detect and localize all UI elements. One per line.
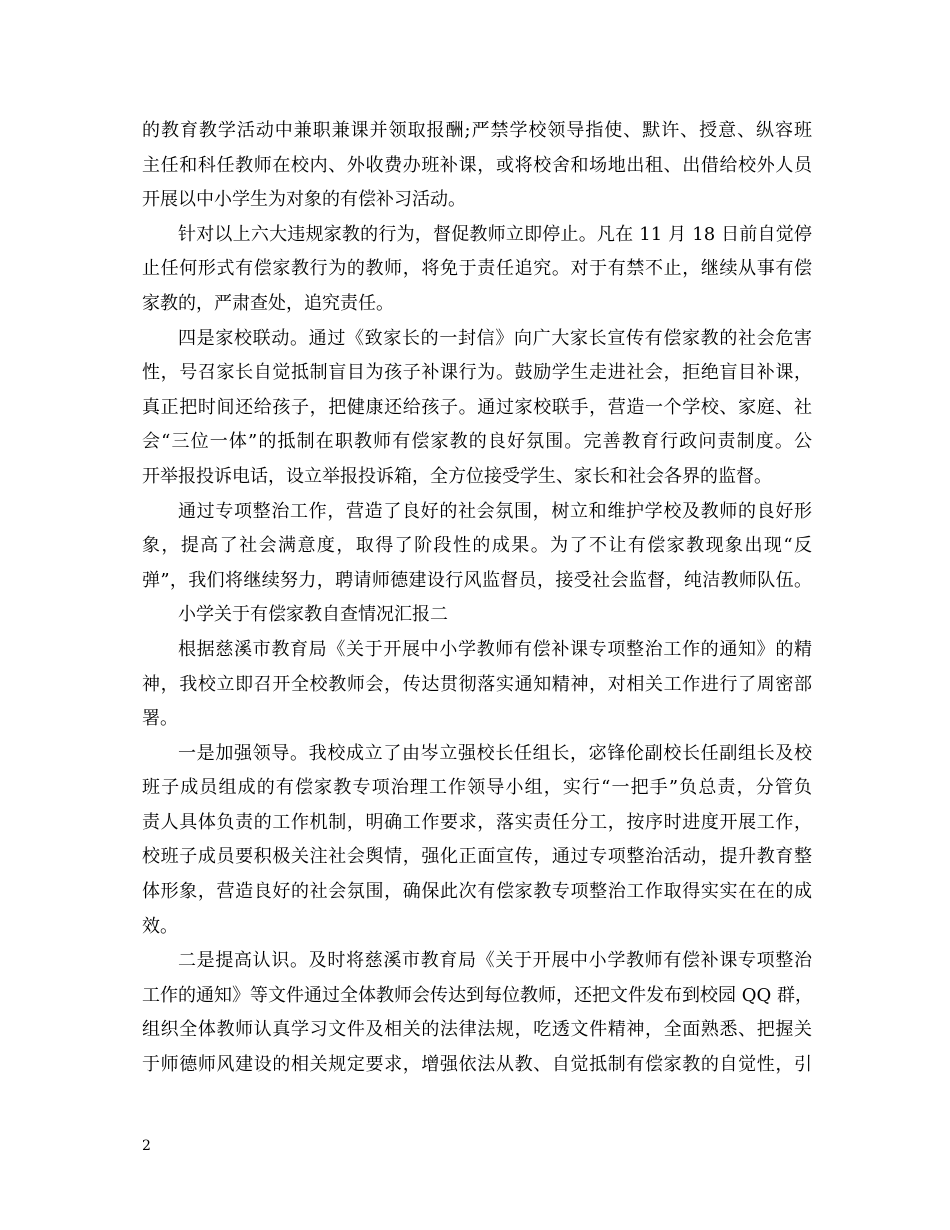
page-number: 2 — [142, 1138, 151, 1154]
text-line: 体形象，营造良好的社会氛围，确保此次有偿家教专项整治工作取得实实在在的成 — [142, 881, 812, 903]
text-line: 于师德师风建设的相关规定要求，增强依法从教、自觉抵制有偿家教的自觉性，引 — [142, 1054, 812, 1076]
text-line: 组织全体教师认真学习文件及相关的法律法规，吃透文件精神，全面熟悉、把握关 — [142, 1019, 812, 1041]
text-line: 工作的通知》等文件通过全体教师会传达到每位教师，还把文件发布到校园 QQ 群， — [142, 984, 813, 1006]
text-line: 通过专项整治工作，营造了良好的社会氛围，树立和维护学校及教师的良好形 — [178, 500, 812, 522]
document-body — [142, 114, 812, 1083]
text-line: 会“三位一体”的抵制在职教师有偿家教的良好氛围。完善教育行政问责制度。公 — [142, 431, 812, 453]
text-line: 家教的，严肃查处，追究责任。 — [142, 292, 394, 314]
text-line: 开举报投诉电话，设立举报投诉箱，全方位接受学生、家长和社会各界的监督。 — [142, 465, 772, 487]
text-line: 的教育教学活动中兼职兼课并领取报酬;严禁学校领导指使、默许、授意、纵容班 — [142, 120, 812, 141]
text-line: 针对以上六大违规家教的行为，督促教师立即停止。凡在 11 月 18 日前自觉停 — [178, 223, 812, 245]
text-line: 校班子成员要积极关注社会舆情，强化正面宣传，通过专项整治活动，提升教育整 — [142, 846, 812, 868]
text-line: 止任何形式有偿家教行为的教师，将免于责任追究。对于有禁不止，继续从事有偿 — [142, 258, 812, 280]
text-line: 根据慈溪市教育局《关于开展中小学教师有偿补课专项整治工作的通知》的精 — [178, 638, 812, 660]
text-line: 弹”，我们将继续努力，聘请师德建设行风监督员，接受社会监督，纯洁教师队伍。 — [142, 569, 812, 591]
text-line: 署。 — [142, 708, 178, 730]
text-line: 效。 — [142, 915, 178, 937]
text-line: 小学关于有偿家教自查情况汇报二 — [178, 604, 448, 626]
text-line: 班子成员组成的有偿家教专项治理工作领导小组，实行“一把手”负总责，分管负 — [142, 777, 812, 799]
text-line: 神，我校立即召开全校教师会，传达贯彻落实通知精神，对相关工作进行了周密部 — [142, 673, 812, 695]
text-line: 真正把时间还给孩子，把健康还给孩子。通过家校联手，营造一个学校、家庭、社 — [142, 396, 812, 418]
text-line: 象，提高了社会满意度，取得了阶段性的成果。为了不让有偿家教现象出现“反 — [142, 535, 812, 557]
text-line: 开展以中小学生为对象的有偿补习活动。 — [142, 189, 466, 211]
text-line: 性，号召家长自觉抵制盲目为孩子补课行为。鼓励学生走进社会，拒绝盲目补课， — [142, 362, 812, 384]
text-line: 责人具体负责的工作机制，明确工作要求，落实责任分工，按序时进度开展工作， — [142, 811, 812, 833]
text-line: 四是家校联动。通过《致家长的一封信》向广大家长宣传有偿家教的社会危害 — [178, 327, 812, 349]
text-line: 二是提高认识。及时将慈溪市教育局《关于开展中小学教师有偿补课专项整治 — [178, 950, 812, 972]
text-line: 一是加强领导。我校成立了由岑立强校长任组长，宓锋伦副校长任副组长及校 — [178, 742, 812, 764]
text-line: 主任和科任教师在校内、外收费办班补课，或将校舍和场地出租、出借给校外人员 — [142, 154, 812, 176]
